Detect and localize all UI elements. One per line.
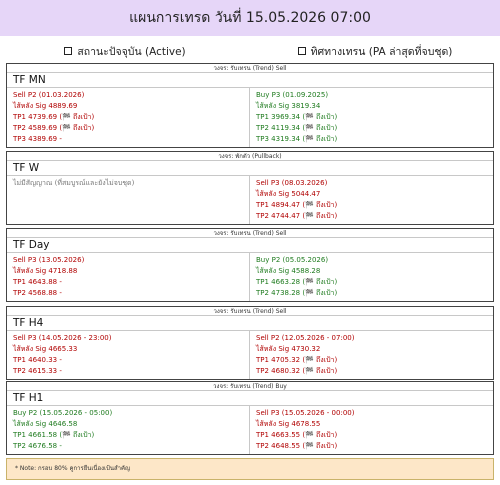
signal-line: TP1 4661.58 (🏁 ถึงเป้า) <box>13 431 95 439</box>
signal-line: ไส้หลัง Sig 3819.34 <box>256 102 321 110</box>
signal-line: ไส้หลัง Sig 4889.69 <box>13 102 78 110</box>
timeframe-body <box>7 330 493 379</box>
signal-line: ไส้หลัง Sig 4665.33 <box>13 345 78 353</box>
active-signal-column <box>7 331 250 379</box>
signal-line: ไส้หลัง Sig 4588.28 <box>256 267 321 275</box>
timeframe-name: TF W <box>13 162 40 174</box>
cycle-label: วงจร: รับเทรน (Trend) Sell <box>7 64 493 73</box>
cycle-label: วงจร: รับเทรน (Trend) Sell <box>7 229 493 238</box>
signal-line: Buy P2 (05.05.2026) <box>256 256 329 264</box>
timeframe-header <box>7 382 493 405</box>
page-title: แผนการเทรด วันที่ 15.05.2026 07:00 <box>129 10 371 26</box>
signal-line: ไส้หลัง Sig 4718.88 <box>13 267 78 275</box>
signal-line: TP1 3969.34 (🏁 ถึงเป้า) <box>256 113 338 121</box>
pa-signal-column <box>250 176 493 224</box>
timeframe-body <box>7 87 493 147</box>
timeframe-header <box>7 64 493 87</box>
timeframe-body <box>7 405 493 454</box>
timeframe-name: TF H4 <box>13 317 44 329</box>
signal-line: TP2 4676.58 - <box>13 442 62 450</box>
active-column-label: สถานะปัจจุบัน (Active) <box>77 45 186 58</box>
timeframe-panel <box>6 151 494 225</box>
timeframe-panel <box>6 63 494 148</box>
active-signal-column <box>7 253 250 301</box>
signal-line: ไส้หลัง Sig 4678.55 <box>256 420 321 428</box>
signal-line: TP1 4663.28 (🏁 ถึงเป้า) <box>256 278 338 286</box>
signal-line: TP2 4119.34 (🏁 ถึงเป้า) <box>256 124 338 132</box>
pa-signal-column <box>250 88 493 147</box>
signal-line: TP3 4389.69 - <box>13 135 62 143</box>
timeframe-header <box>7 229 493 252</box>
signal-line: TP2 4615.33 - <box>13 367 62 375</box>
timeframe-header <box>7 152 493 175</box>
column-headers <box>0 42 500 60</box>
timeframe-name: TF MN <box>13 74 46 86</box>
signal-line: TP1 4663.55 (🏁 ถึงเป้า) <box>256 431 338 439</box>
signal-line: Buy P3 (01.09.2025) <box>256 91 329 99</box>
signal-line: TP1 4643.88 - <box>13 278 62 286</box>
timeframe-panel <box>6 306 494 380</box>
timeframe-name: TF Day <box>13 239 50 251</box>
active-column-header <box>0 42 250 60</box>
cycle-label: วงจร: รับเทรน (Trend) Buy <box>7 382 493 391</box>
timeframe-name: TF H1 <box>13 392 44 404</box>
signal-line: TP2 4738.28 (🏁 ถึงเป้า) <box>256 289 338 297</box>
signal-line: Sell P3 (13.05.2026) <box>13 256 85 264</box>
pa-signal-column <box>250 253 493 301</box>
timeframe-panel <box>6 381 494 455</box>
signal-line: TP1 4894.47 (🏁 ถึงเป้า) <box>256 201 338 209</box>
signal-line: TP1 4739.69 (🏁 ถึงเป้า) <box>13 113 95 121</box>
signal-line: Sell P2 (12.05.2026 - 07:00) <box>256 334 355 342</box>
signal-line: Sell P3 (14.05.2026 - 23:00) <box>13 334 112 342</box>
pa-signal-column <box>250 331 493 379</box>
signal-line: ไส้หลัง Sig 5044.47 <box>256 190 321 198</box>
signal-line: TP1 4705.32 (🏁 ถึงเป้า) <box>256 356 338 364</box>
signal-line: TP2 4648.55 (🏁 ถึงเป้า) <box>256 442 338 450</box>
pa-column-header <box>250 42 500 60</box>
timeframe-panel <box>6 228 494 302</box>
signal-line: Buy P2 (15.05.2026 - 05:00) <box>13 409 113 417</box>
signal-line: Sell P3 (08.03.2026) <box>256 179 328 187</box>
cycle-label: วงจร: พักตัว (Pullback) <box>7 152 493 161</box>
active-signal-column <box>7 406 250 454</box>
signal-line: TP3 4319.34 (🏁 ถึงเป้า) <box>256 135 338 143</box>
checkbox-icon <box>298 47 306 55</box>
timeframe-body <box>7 175 493 224</box>
checkbox-icon <box>64 47 72 55</box>
active-signal-column <box>7 88 250 147</box>
note-text: * Note: กรอบ 80% คูการยืนเนื่องเป้นสำคัญ <box>15 465 131 472</box>
timeframe-header <box>7 307 493 330</box>
signal-line: TP2 4744.47 (🏁 ถึงเป้า) <box>256 212 338 220</box>
signal-line: TP2 4589.69 (🏁 ถึงเป้า) <box>13 124 95 132</box>
signal-line: ไม่มีสัญญาณ (ที่สมบูรณ์และยังไม่จบชุด) <box>13 179 135 187</box>
signal-line: Sell P2 (01.03.2026) <box>13 91 85 99</box>
signal-line: ไส้หลัง Sig 4646.58 <box>13 420 78 428</box>
signal-line: Sell P3 (15.05.2026 - 00:00) <box>256 409 355 417</box>
active-signal-column <box>7 176 250 224</box>
timeframe-body <box>7 252 493 301</box>
signal-line: TP2 4568.88 - <box>13 289 62 297</box>
pa-column-label: ทิศทางเทรน (PA ล่าสุดที่จบชุด) <box>310 45 453 58</box>
note-box <box>6 458 494 480</box>
signal-line: TP2 4680.32 (🏁 ถึงเป้า) <box>256 367 338 375</box>
page-header <box>0 0 500 36</box>
pa-signal-column <box>250 406 493 454</box>
signal-line: ไส้หลัง Sig 4730.32 <box>256 345 321 353</box>
signal-line: TP1 4640.33 - <box>13 356 62 364</box>
cycle-label: วงจร: รับเทรน (Trend) Sell <box>7 307 493 316</box>
